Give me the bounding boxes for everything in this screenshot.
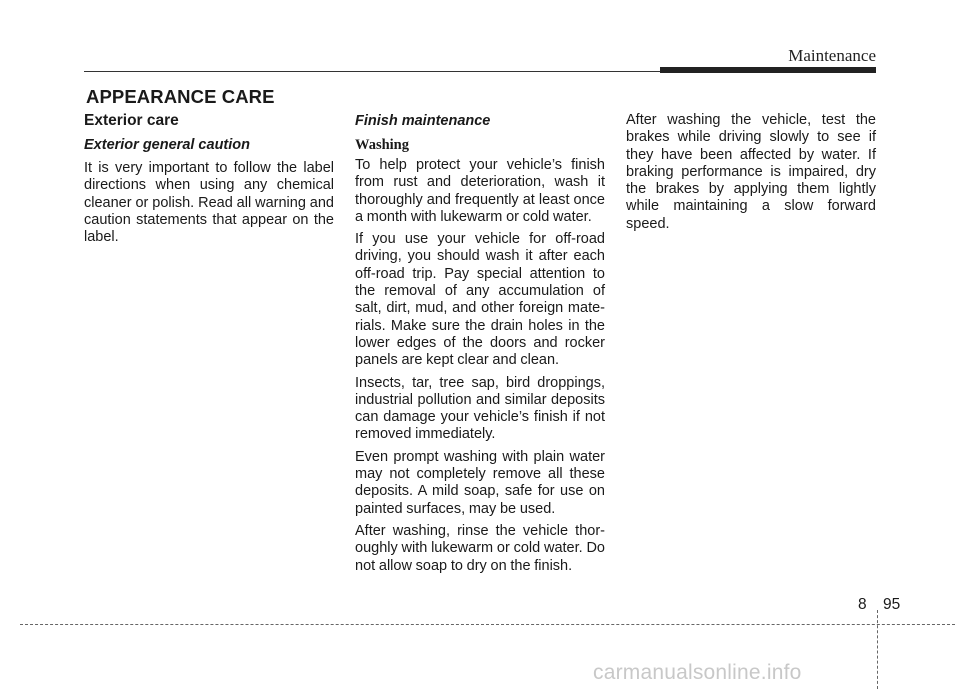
paragraph: It is very important to follow the label directions when using any chemical cleaner or polish. Read all warning and caution statements that appear on the label. xyxy=(84,160,334,246)
paragraph: After washing the vehicle, test the brakes while driving slowly to see if they have been affected by water. If braking performance is impaired, dry the brakes by applying them lightly while maintaining a slow forward speed. xyxy=(626,112,876,232)
subheading-finish-maintenance: Finish maintenance xyxy=(355,113,491,129)
header-rule xyxy=(84,71,660,72)
section-title: APPEARANCE CARE xyxy=(86,86,275,107)
footer-divider xyxy=(877,610,878,689)
paragraph: If you use your vehicle for off-road driving, you should wash it after each off-road trip. Pay special attention to the removal of any accumulation of salt, dirt, mud, and other foreign mate-rials. Make sure the drain holes in the lower edges of the doors and rocker panels are kept clear and clean. xyxy=(355,231,605,369)
footer-rule xyxy=(20,624,955,625)
paragraph: To help protect your vehicle’s finish from rust and deterioration, wash it thoroughly and frequently at least once a month with lukewarm or cold water. xyxy=(355,157,605,225)
page-number: 95 xyxy=(883,596,901,613)
column-3 xyxy=(626,112,876,238)
subheading-exterior-caution: Exterior general caution xyxy=(84,137,250,153)
heading-exterior-care: Exterior care xyxy=(84,112,179,129)
header-bar xyxy=(660,67,876,73)
column-2 xyxy=(355,112,605,580)
paragraph: Insects, tar, tree sap, bird droppings, industrial pollution and similar deposits can damage your vehicle’s finish if not removed immediately. xyxy=(355,374,605,443)
watermark: carmanualsonline.info xyxy=(593,661,802,684)
paragraph: After washing, rinse the vehicle thor-oughly with lukewarm or cold water. Do not allow soap to dry on the finish. xyxy=(355,522,605,574)
chapter-number: 8 xyxy=(858,596,867,613)
column-1 xyxy=(84,112,334,251)
paragraph: Even prompt washing with plain water may not completely remove all these deposits. A mild soap, safe for use on painted surfaces, may be used. xyxy=(355,448,605,517)
running-header: Maintenance xyxy=(788,46,876,65)
label-washing: Washing xyxy=(355,137,409,153)
